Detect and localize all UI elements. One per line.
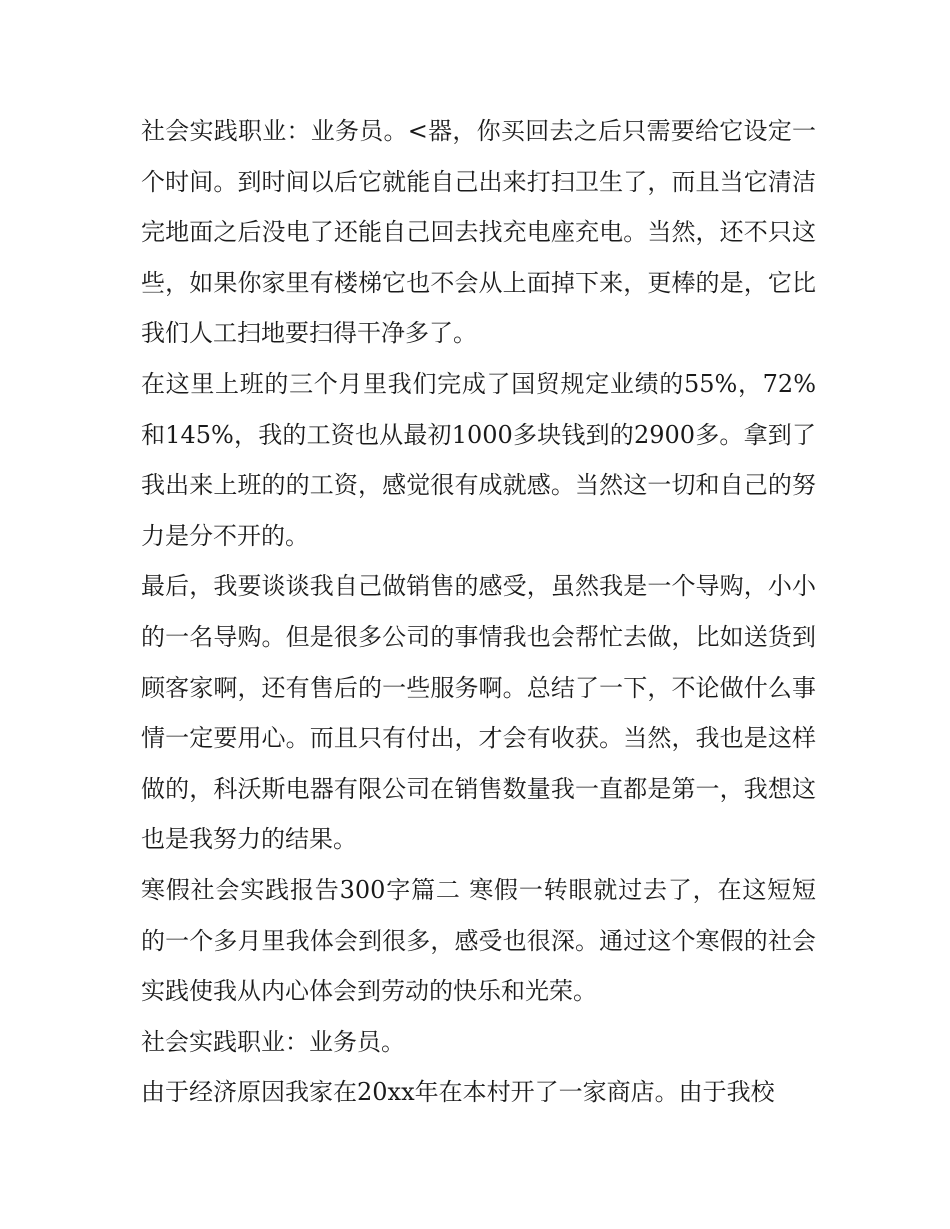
paragraph-6: 由于经济原因我家在20xx年在本村开了一家商店。由于我校 <box>141 1078 775 1107</box>
paragraph-2: 在这里上班的三个月里我们完成了国贸规定业绩的55%，72%和145%，我的工资也从最初1000多块钱到的2900多。拿到了我出来上班的的工资，感觉很有成就感。当然这一切和自己的努力是分不开的。 <box>141 369 816 550</box>
document-body <box>141 106 816 1118</box>
paragraph-5: 社会实践职业：业务员。 <box>141 1027 405 1056</box>
paragraph-3: 最后，我要谈谈我自己做销售的感受，虽然我是一个导购，小小的一名导购。但是很多公司的事情我也会帮忙去做，比如送货到顾客家啊，还有售后的一些服务啊。总结了一下，不论做什么事情一定要用心。而且只有付出，才会有收获。当然，我也是这样做的，科沃斯电器有限公司在销售数量我一直都是第一，我想这也是我努力的结果。 <box>141 572 816 854</box>
paragraph-4: 寒假社会实践报告300字篇二 寒假一转眼就过去了，在这短短的一个多月里我体会到很多，感受也很深。通过这个寒假的社会实践使我从内心体会到劳动的快乐和光荣。 <box>141 875 816 1006</box>
paragraph-1: 社会实践职业：业务员。<器，你买回去之后只需要给它设定一个时间。到时间以后它就能自己出来打扫卫生了，而且当它清洁完地面之后没电了还能自己回去找充电座充电。当然，还不只这些，如果你家里有楼梯它也不会从上面掉下来，更棒的是，它比我们人工扫地要扫得干净多了。 <box>141 117 816 348</box>
